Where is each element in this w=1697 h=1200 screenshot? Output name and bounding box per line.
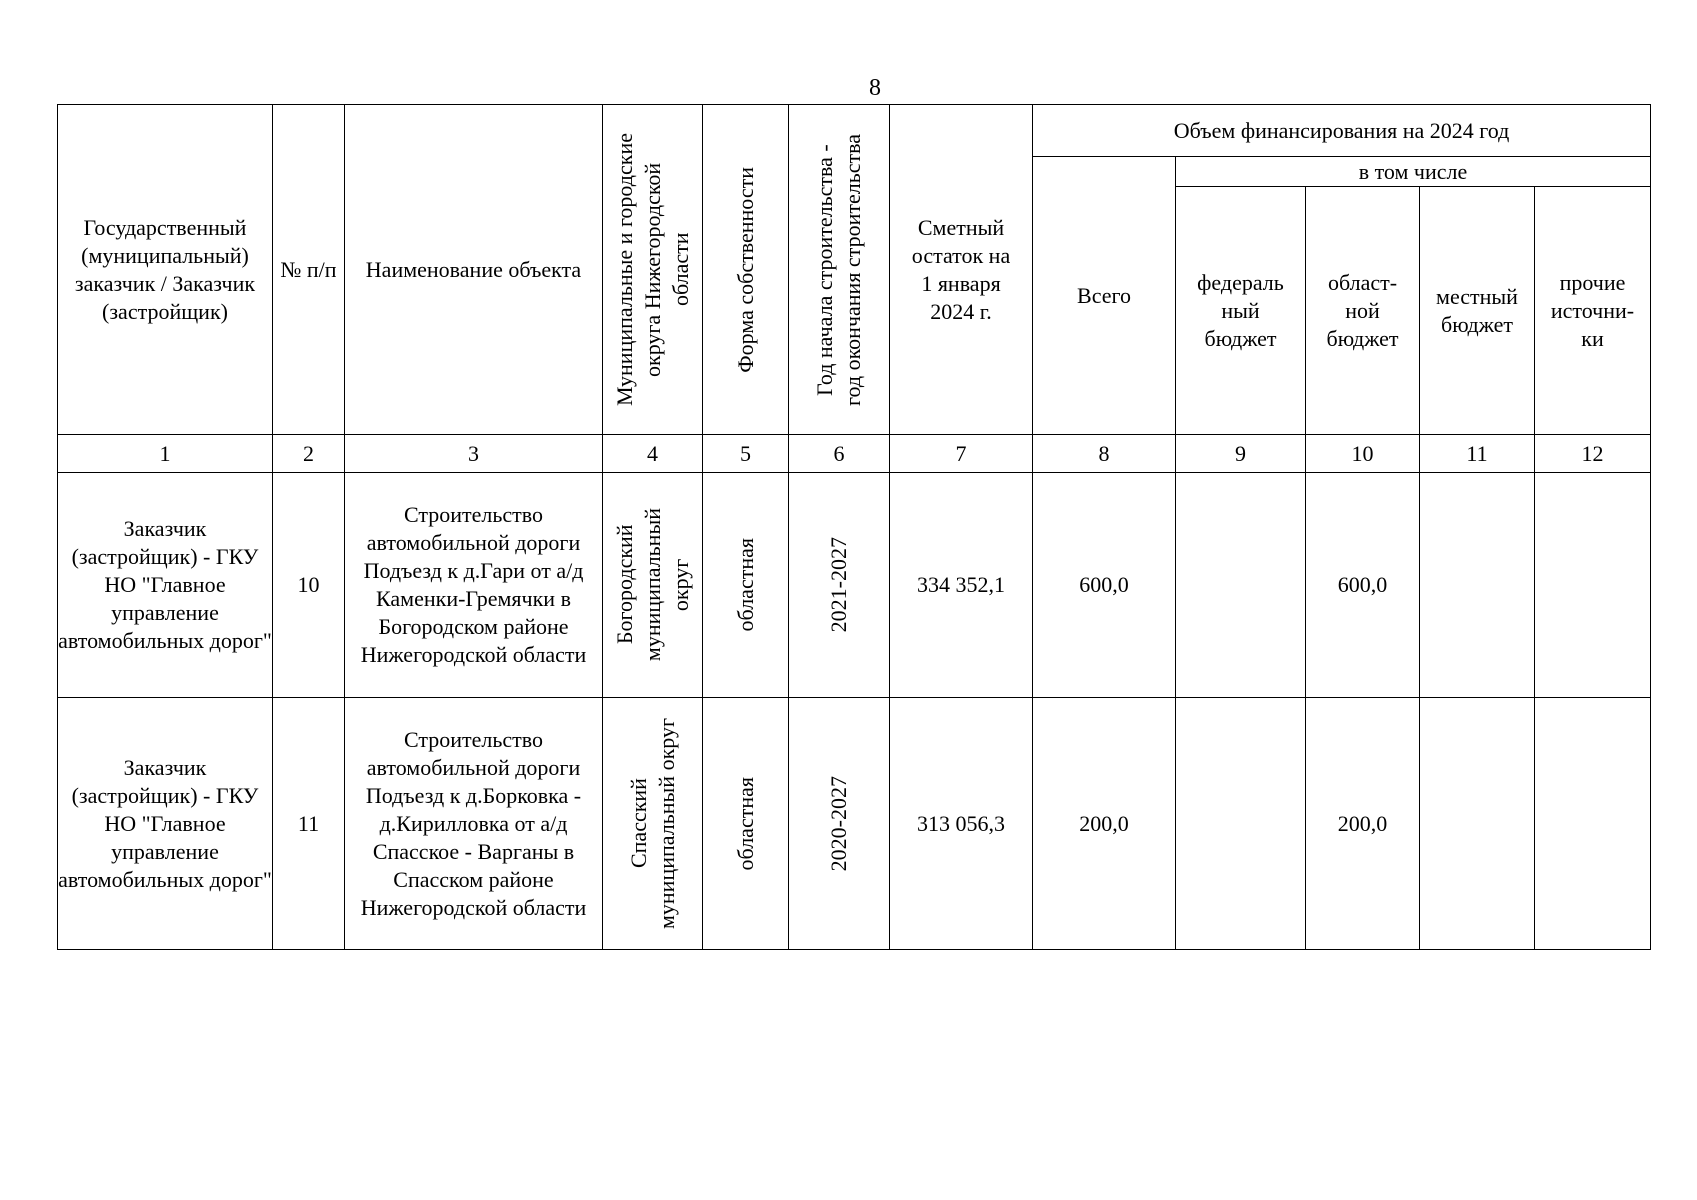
row-ownership xyxy=(703,473,789,698)
row-num: 11 xyxy=(273,698,345,950)
row-ownership-text: областная xyxy=(732,776,758,871)
row-other xyxy=(1535,473,1651,698)
column-number: 9 xyxy=(1176,435,1306,473)
header-customer: Государственный (муниципальный) заказчик / Заказчик (застройщик) xyxy=(58,105,273,435)
row-object-name: Строительство автомобильной дороги Подъезд к д.Гари от а/д Каменки-Гремячки в Богородском районе Нижегородской области xyxy=(345,473,603,698)
row-ownership xyxy=(703,698,789,950)
row-municipality xyxy=(603,698,703,950)
row-federal xyxy=(1176,698,1306,950)
header-num: № п/п xyxy=(273,105,345,435)
row-local xyxy=(1420,473,1535,698)
header-regional: област- ной бюджет xyxy=(1306,187,1420,435)
financing-table xyxy=(57,104,1651,950)
row-total: 200,0 xyxy=(1033,698,1176,950)
header-federal: федераль ный бюджет xyxy=(1176,187,1306,435)
row-municipality-line: муниципальный xyxy=(639,508,665,662)
header-object-name: Наименование объекта xyxy=(345,105,603,435)
row-local xyxy=(1420,698,1535,950)
row-municipality-line: Богородский xyxy=(611,525,637,645)
row-object-name: Строительство автомобильной дороги Подъезд к д.Борковка - д.Кирилловка от а/д Спасское - Варганы в Спасском районе Нижегородской области xyxy=(345,698,603,950)
header-years-line: Год начала строительства - xyxy=(812,143,837,396)
column-number: 12 xyxy=(1535,435,1651,473)
row-total: 600,0 xyxy=(1033,473,1176,698)
row-years xyxy=(789,698,890,950)
row-ownership-text: областная xyxy=(732,538,758,632)
header-total: Всего xyxy=(1033,157,1176,435)
row-estimate: 334 352,1 xyxy=(890,473,1033,698)
header-row-1 xyxy=(58,105,1651,157)
header-years-line: год окончания строительства xyxy=(840,133,865,406)
column-number: 2 xyxy=(273,435,345,473)
header-municipality-line: округа Нижегородской xyxy=(639,162,665,377)
row-years-text: 2021-2027 xyxy=(826,537,851,633)
row-regional: 600,0 xyxy=(1306,473,1420,698)
column-number: 10 xyxy=(1306,435,1420,473)
column-number: 1 xyxy=(58,435,273,473)
row-municipality xyxy=(603,473,703,698)
header-estimate: Сметный остаток на 1 января 2024 г. xyxy=(890,105,1033,435)
row-num: 10 xyxy=(273,473,345,698)
row-municipality-line: округ xyxy=(667,558,693,612)
row-years-text: 2020-2027 xyxy=(826,775,851,872)
header-municipality-line: области xyxy=(667,232,693,307)
column-number: 6 xyxy=(789,435,890,473)
header-years xyxy=(789,105,890,435)
row-other xyxy=(1535,698,1651,950)
row-regional: 200,0 xyxy=(1306,698,1420,950)
header-municipality-line: Муниципальные и городские xyxy=(611,133,637,406)
header-other: прочие источни- ки xyxy=(1535,187,1651,435)
row-municipality-line: Спасский xyxy=(625,778,651,869)
column-number: 5 xyxy=(703,435,789,473)
row-years xyxy=(789,473,890,698)
table-row xyxy=(58,698,1651,950)
row-customer: Заказчик (застройщик) - ГКУ НО "Главное управление автомобильных дорог" xyxy=(58,698,273,950)
header-ownership-text: Форма собственности xyxy=(732,166,758,373)
header-including: в том числе xyxy=(1176,157,1651,187)
column-number: 8 xyxy=(1033,435,1176,473)
header-local: местный бюджет xyxy=(1420,187,1535,435)
column-numbers-row xyxy=(58,435,1651,473)
column-number: 3 xyxy=(345,435,603,473)
header-municipality xyxy=(603,105,703,435)
column-number: 11 xyxy=(1420,435,1535,473)
header-financing: Объем финансирования на 2024 год xyxy=(1033,105,1651,157)
page-number: 8 xyxy=(869,75,881,101)
column-number: 7 xyxy=(890,435,1033,473)
header-ownership xyxy=(703,105,789,435)
table-row xyxy=(58,473,1651,698)
row-municipality-line: муниципальный округ xyxy=(653,717,679,929)
row-customer: Заказчик (застройщик) - ГКУ НО "Главное управление автомобильных дорог" xyxy=(58,473,273,698)
column-number: 4 xyxy=(603,435,703,473)
row-federal xyxy=(1176,473,1306,698)
row-estimate: 313 056,3 xyxy=(890,698,1033,950)
